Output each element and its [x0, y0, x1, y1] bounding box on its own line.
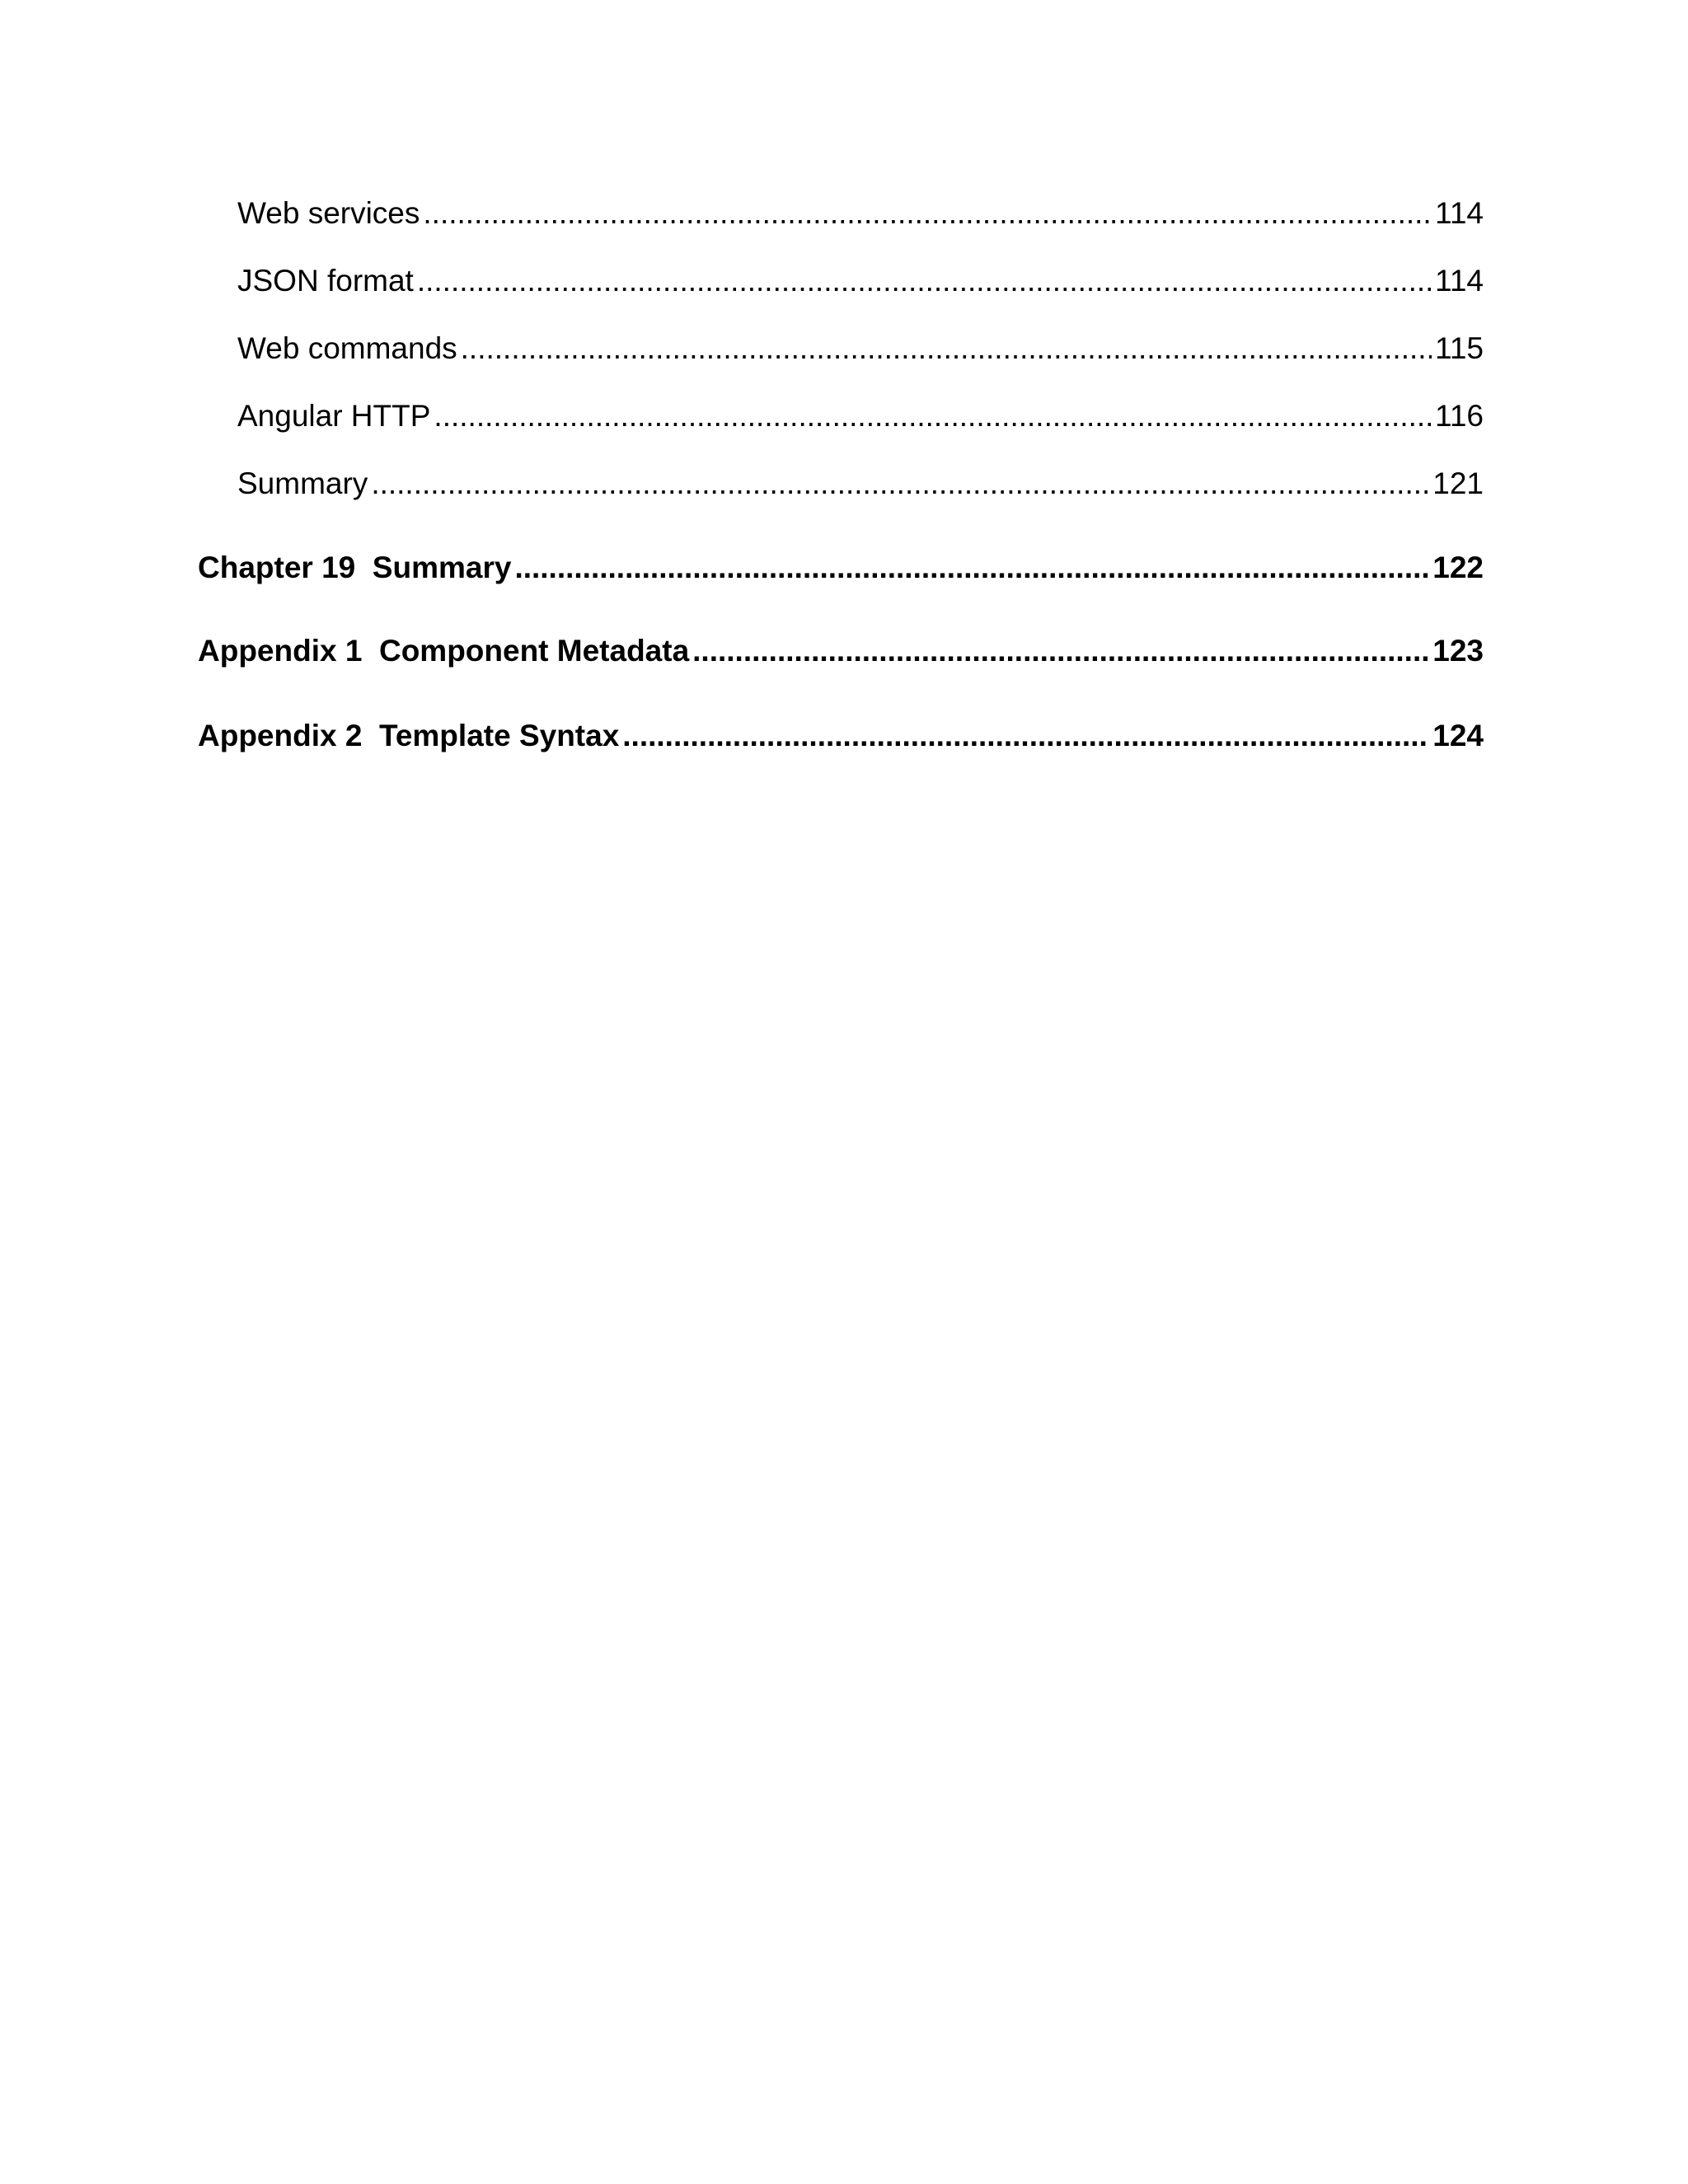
dot-leader: [622, 719, 1429, 753]
toc-entry-web-services[interactable]: [237, 196, 1484, 231]
toc-entry-summary[interactable]: [237, 466, 1484, 501]
toc-entry-page-number: 121: [1432, 466, 1484, 500]
toc-entry-title: Web commands: [237, 331, 457, 365]
toc-entry-page-number: 124: [1432, 719, 1484, 752]
dot-leader: [434, 399, 1432, 434]
toc-entry-appendix-1[interactable]: [198, 634, 1484, 668]
toc-entry-title: Summary: [237, 466, 368, 500]
toc-entry-page-number: 123: [1432, 634, 1484, 668]
toc-entry-title: Web services: [237, 196, 420, 230]
dot-leader: [692, 634, 1429, 668]
dot-leader: [461, 331, 1432, 366]
dot-leader: [514, 551, 1429, 585]
toc-entry-title: Chapter 19 Summary: [198, 551, 512, 584]
dot-leader: [417, 264, 1432, 298]
toc-entry-appendix-2[interactable]: [198, 719, 1484, 753]
toc-entry-title: Appendix 2 Template Syntax: [198, 719, 620, 752]
toc-entry-page-number: 114: [1435, 196, 1484, 230]
toc-entry-page-number: 122: [1432, 551, 1484, 584]
toc-entry-page-number: 116: [1435, 399, 1484, 433]
toc-entry-page-number: 115: [1435, 331, 1484, 365]
toc-entry-page-number: 114: [1435, 264, 1484, 298]
toc-entry-title: Angular HTTP: [237, 399, 431, 433]
toc-entry-web-commands[interactable]: [237, 331, 1484, 366]
toc-entry-angular-http[interactable]: [237, 399, 1484, 434]
toc-entry-chapter-19[interactable]: [198, 551, 1484, 585]
toc-entry-json-format[interactable]: [237, 264, 1484, 298]
dot-leader: [371, 466, 1429, 501]
dot-leader: [423, 196, 1432, 231]
toc-entry-title: JSON format: [237, 264, 414, 298]
toc-entry-title: Appendix 1 Component Metadata: [198, 634, 690, 668]
